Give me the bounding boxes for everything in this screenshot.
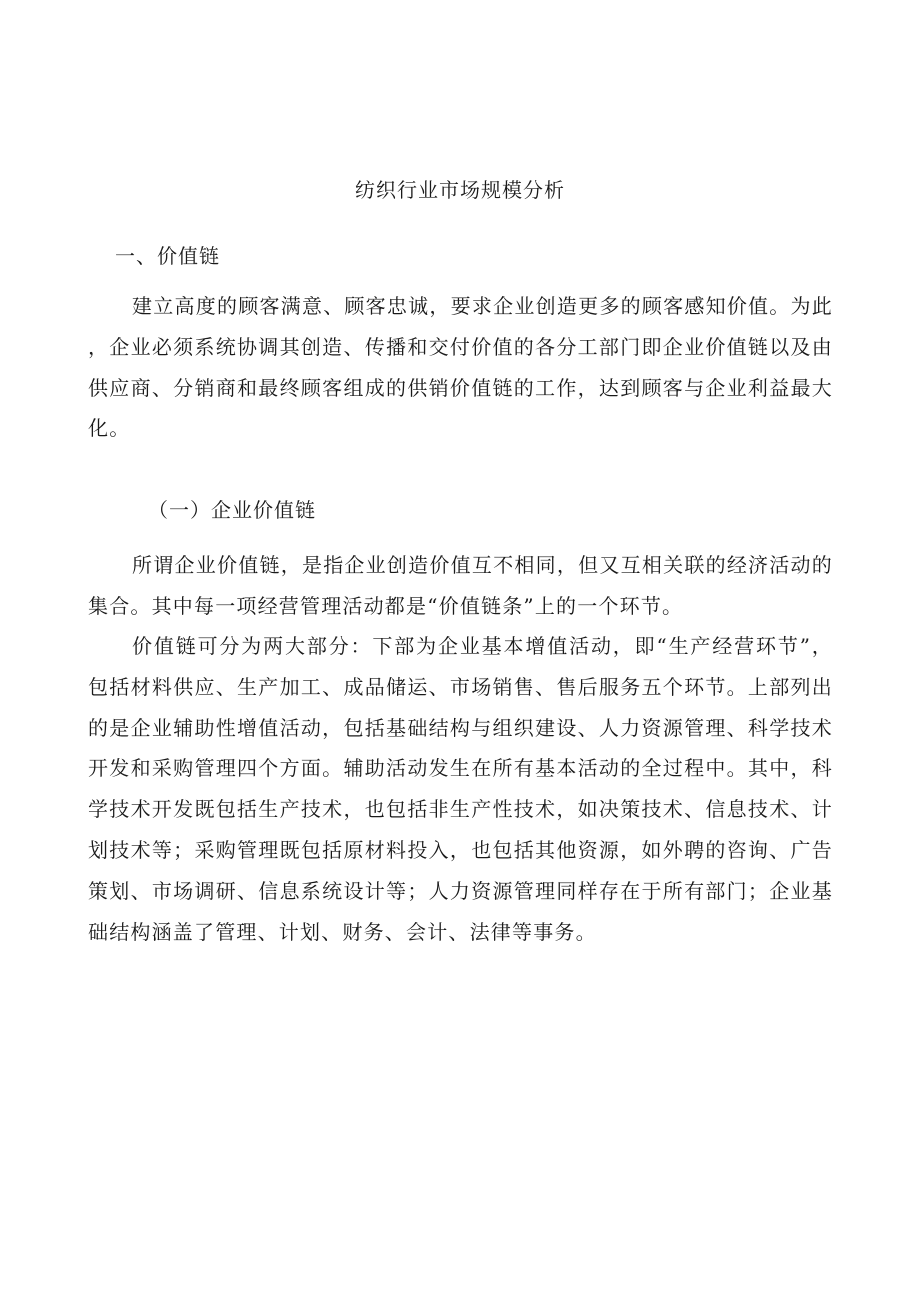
document-title: 纺织行业市场规模分析 (355, 178, 565, 202)
section-heading-value-chain: 一、价值链 (115, 244, 220, 268)
paragraph-enterprise-value-chain-definition: 所谓企业价值链，是指企业创造价值互不相同，但又互相关联的经济活动的集合。其中每一项经营管理活动都是“价值链条”上的一个环节。 (88, 553, 833, 618)
paragraph-customer-value: 建立高度的顾客满意、顾客忠诚，要求企业创造更多的顾客感知价值。为此，企业必须系统协调其创造、传播和交付价值的各分工部门即企业价值链以及由供应商、分销商和最终顾客组成的供销价值链的工作，达到顾客与企业利益最大化。 (88, 294, 833, 441)
paragraph-value-chain-parts: 价值链可分为两大部分：下部为企业基本增值活动，即“生产经营环节”，包括材料供应、生产加工、成品储运、市场销售、售后服务五个环节。上部列出的是企业辅助性增值活动，包括基础结构与组织建设、人力资源管理、科学技术开发和采购管理四个方面。辅助活动发生在所有基本活动的全过程中。其中，科学技术开发既包括生产技术，也包括非生产性技术，如决策技术、信息技术、计划技术等；采购管理既包括原材料投入，也包括其他资源，如外聘的咨询、广告策划、市场调研、信息系统设计等；人力资源管理同样存在于所有部门；企业基础结构涵盖了管理、计划、财务、会计、法律等事务。 (88, 634, 833, 944)
subsection-heading-enterprise-value-chain: （一）企业价值链 (148, 498, 316, 522)
